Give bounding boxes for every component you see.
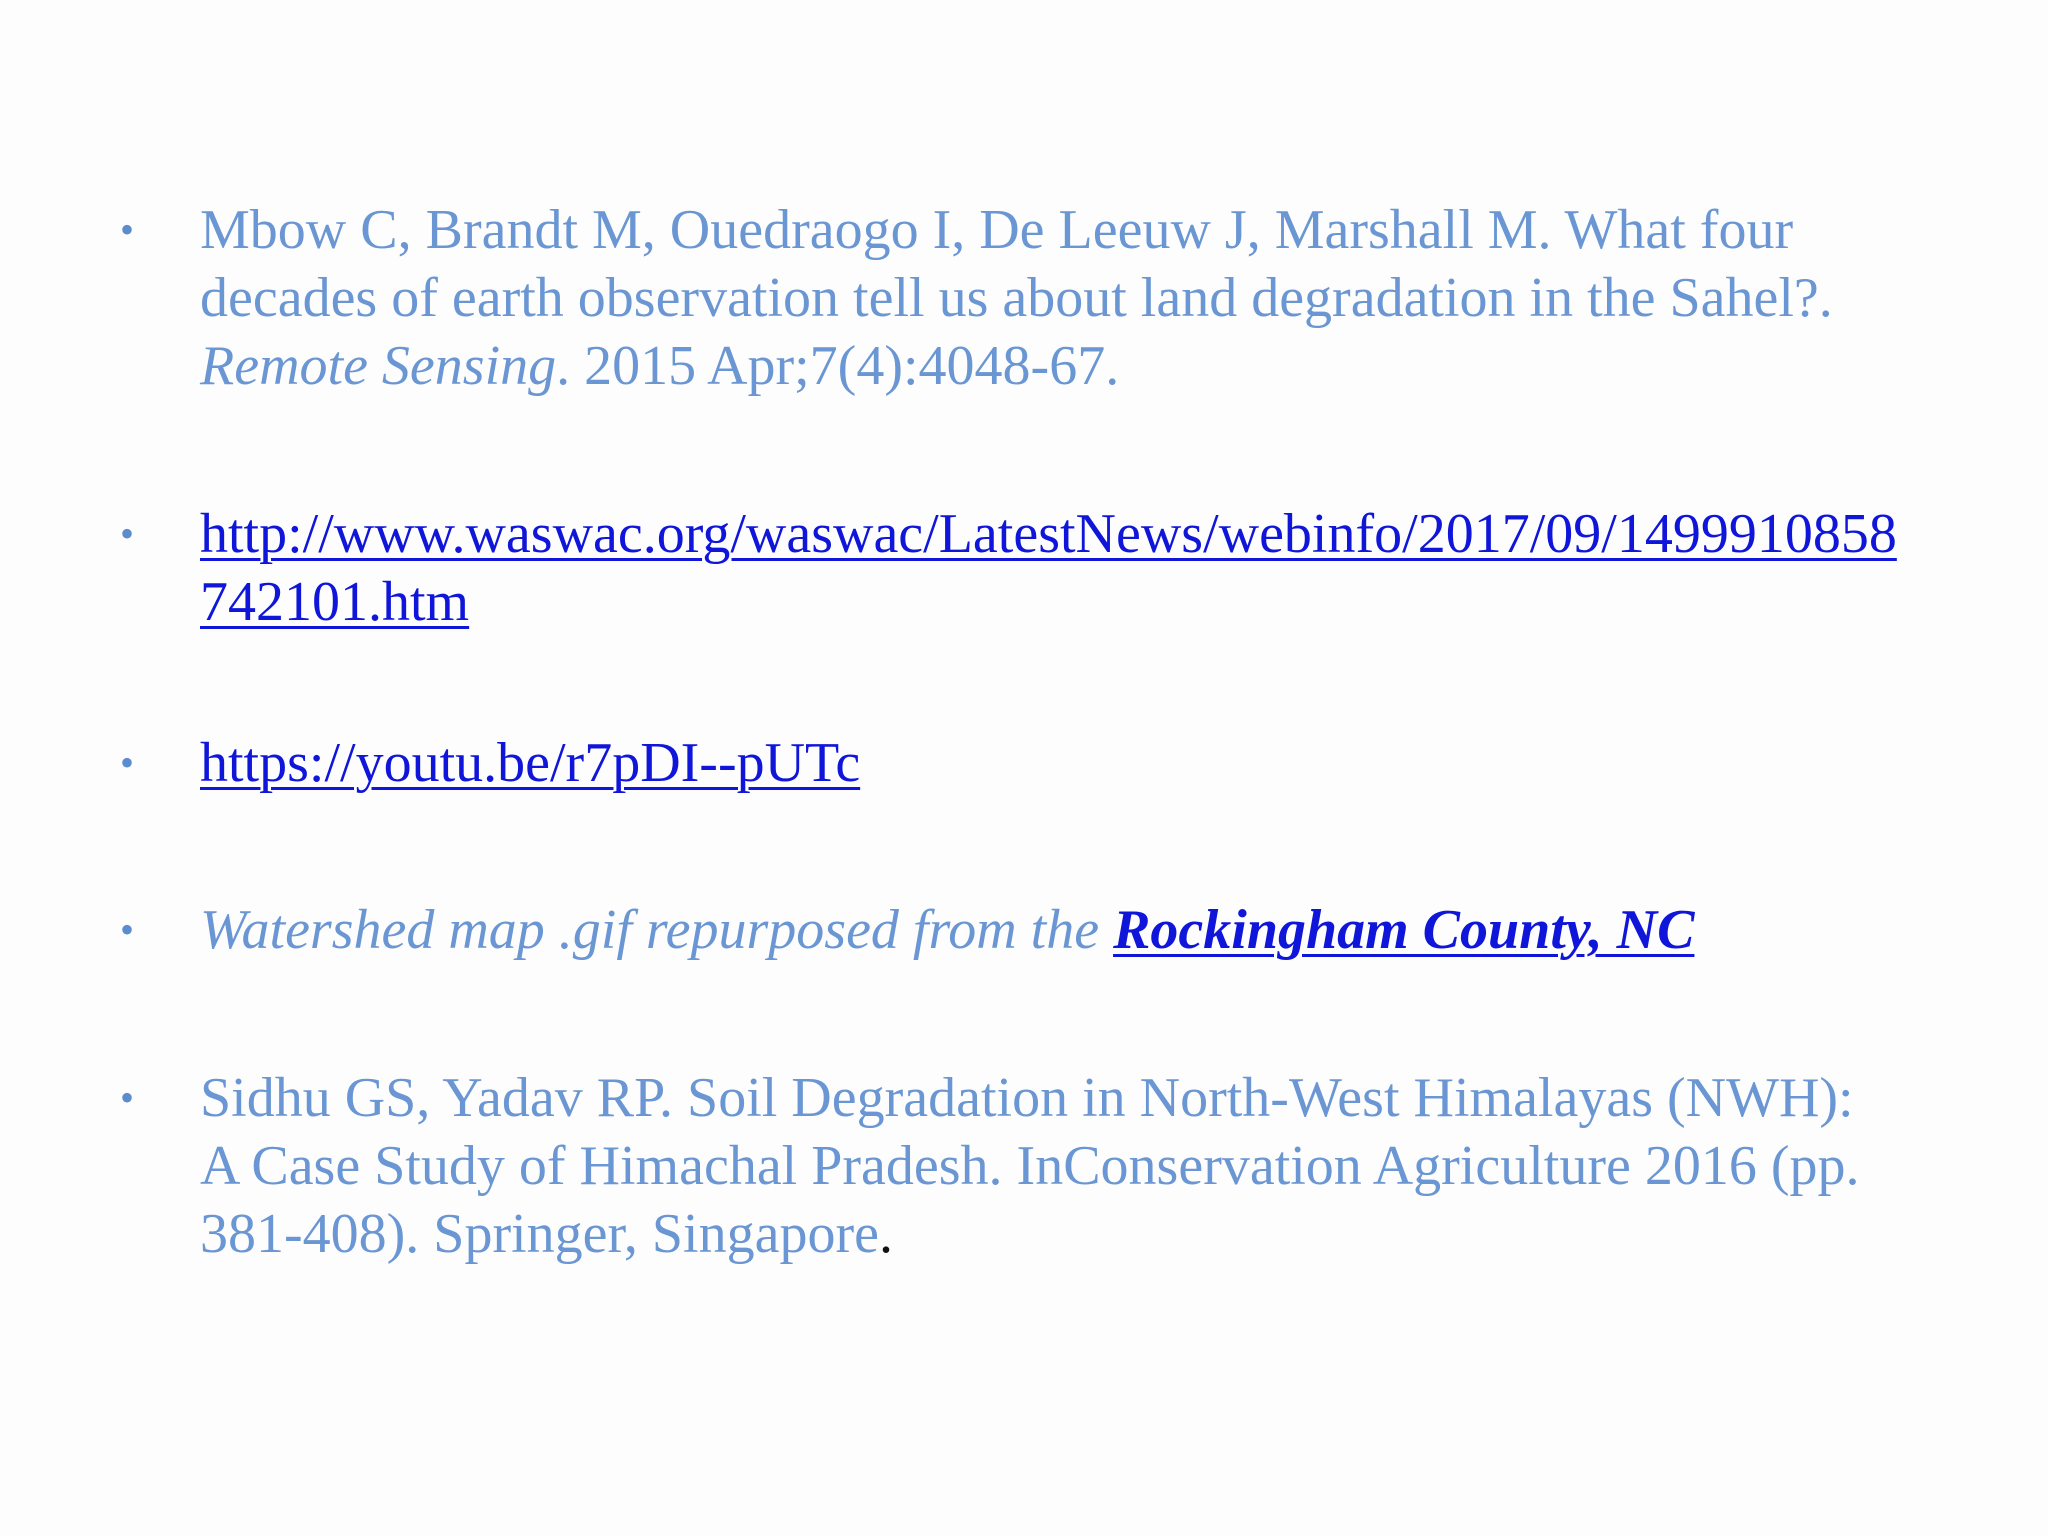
youtube-link[interactable]: https://youtu.be/r7pDI--pUTc — [200, 732, 861, 794]
reference-text — [200, 896, 1940, 964]
bullet-icon: • — [120, 907, 135, 952]
citation-authors-title: Mbow C, Brandt M, Ouedraogo I, De Leeuw J, Marshall M. What four decades of earth observation tell us about land degradation in the Sahel?. — [200, 199, 1833, 329]
bullet-icon: • — [120, 207, 135, 252]
waswac-link[interactable]: http://www.waswac.org/waswac/LatestNews/webinfo/2017/09/1499910858742101.htm — [200, 503, 1897, 633]
citation-text: Sidhu GS, Yadav RP. Soil Degradation in North-West Himalayas (NWH): A Case Study of Himachal Pradesh. InConservation Agriculture 2016 (pp. 381-408). Springer, Singapore — [200, 1067, 1860, 1265]
citation-details: . 2015 Apr;7(4):4048-67. — [556, 335, 1120, 397]
reference-text — [200, 729, 1940, 797]
bullet-icon: • — [120, 511, 135, 556]
watershed-credit-text: Watershed map .gif repurposed from the — [200, 899, 1114, 961]
bullet-icon: • — [120, 740, 135, 785]
reference-text — [200, 196, 1940, 400]
reference-text — [200, 1064, 1860, 1268]
bullet-icon: • — [120, 1075, 135, 1120]
journal-name: Remote Sensing — [200, 335, 557, 397]
rockingham-county-link[interactable]: Rockingham County, NC — [1113, 899, 1695, 961]
citation-end-punctuation: . — [878, 1203, 893, 1265]
reference-text — [200, 500, 1920, 636]
